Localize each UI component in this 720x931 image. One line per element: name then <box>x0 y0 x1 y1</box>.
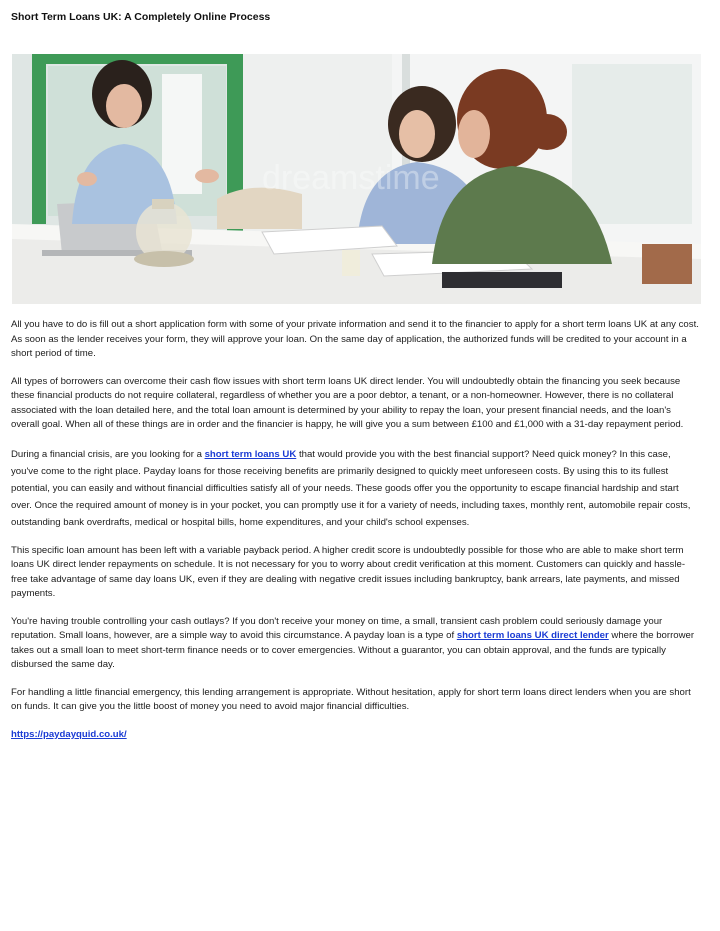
short-term-loans-uk-direct-lender-link[interactable]: short term loans UK direct lender <box>456 630 609 641</box>
paragraph-3-lead: During a financial crisis, are you looking for a <box>11 448 205 460</box>
photo-watermark: dreamstime <box>262 159 440 197</box>
office-meeting-photo <box>12 54 701 304</box>
article-body <box>11 318 699 755</box>
short-term-loans-uk-link[interactable]: short term loans UK <box>204 448 297 460</box>
paragraph-6: For handling a little financial emergency, this lending arrangement is appropriate. Without hesitation, apply for short term loans direct lenders when you are short on funds. It can give you the little boost of money you need to avoid major financial difficulties. <box>11 686 691 712</box>
page-title: Short Term Loans UK: A Completely Online Process <box>11 11 271 23</box>
photo-illustration <box>12 54 701 304</box>
paragraph-4: This specific loan amount has been left with a variable payback period. A higher credit score is undoubtedly possible for those who are able to make short term loans UK direct lender repayments on schedule. It is not necessary for you to worry about credit verification at this moment. Customers can quickly and hassle-free take advantage of same day loans UK, even if they are dealing with negative credit issues including bankruptcy, bank arrears, late payments, and missed payments. <box>11 544 686 599</box>
paydayquid-link[interactable]: https://paydayquid.co.uk/ <box>11 728 127 740</box>
paragraph-5 <box>11 615 699 673</box>
paragraph-5-rest: where the borrower takes out a small loan to meet short-term finance needs or to cover emergencies. Without a guarantor, you can obtain approval, and the funds are typically disbursed the same day. <box>11 630 695 670</box>
paragraph-2: All types of borrowers can overcome their cash flow issues with short term loans UK direct lender. You will undoubtedly obtain the financing you seek because these financial products do not require collateral, regardless of whether you are a poor debtor, a tenant, or a non-homeowner. However, there is no collateral associated with the loan detailed here, and the total loan amount is determined by your ability to repay the loan, your present financial needs, and the loan's overall goal. When all of these things are in order and the financier is happy, he will give you a sum between £100 and £1,000 with a 31-day repayment period. <box>11 375 684 430</box>
paragraph-5-lead: You're having trouble controlling your cash outlays? If you don't receive your money on time, a small, transient cash problem could seriously damage your reputation. Small loans, however, are a simple way to avoid this circumstance. A payday loan is a type of <box>11 615 663 641</box>
paragraph-1: All you have to do is fill out a short application form with some of your private information and send it to the financier to apply for a short term loans UK at any cost. As soon as the lender receives your form, they will approve your loan. On the same day of application, the authorized funds will be credited to your account in a short period of time. <box>11 319 699 359</box>
paragraph-3 <box>11 446 699 531</box>
footer-link-paragraph <box>11 728 699 743</box>
paragraph-3-rest: that would provide you with the best financial support? Need quick money? In this case, you've come to the right place. Payday loans for those receiving benefits are primarily designed to quickly meet unforeseen costs. By using this to its fullest potential, you can easily and without financial difficulties satisfy all of your needs. These goods offer you the opportunity to escape financial hardship and start over. Once the required amount of money is in your pocket, you can promptly use it for a variety of needs, including taxes, monthly rent, automobile repair costs, outstanding bank overdrafts, medical or hospital bills, home expenditures, and your child's school expenses. <box>11 448 691 528</box>
